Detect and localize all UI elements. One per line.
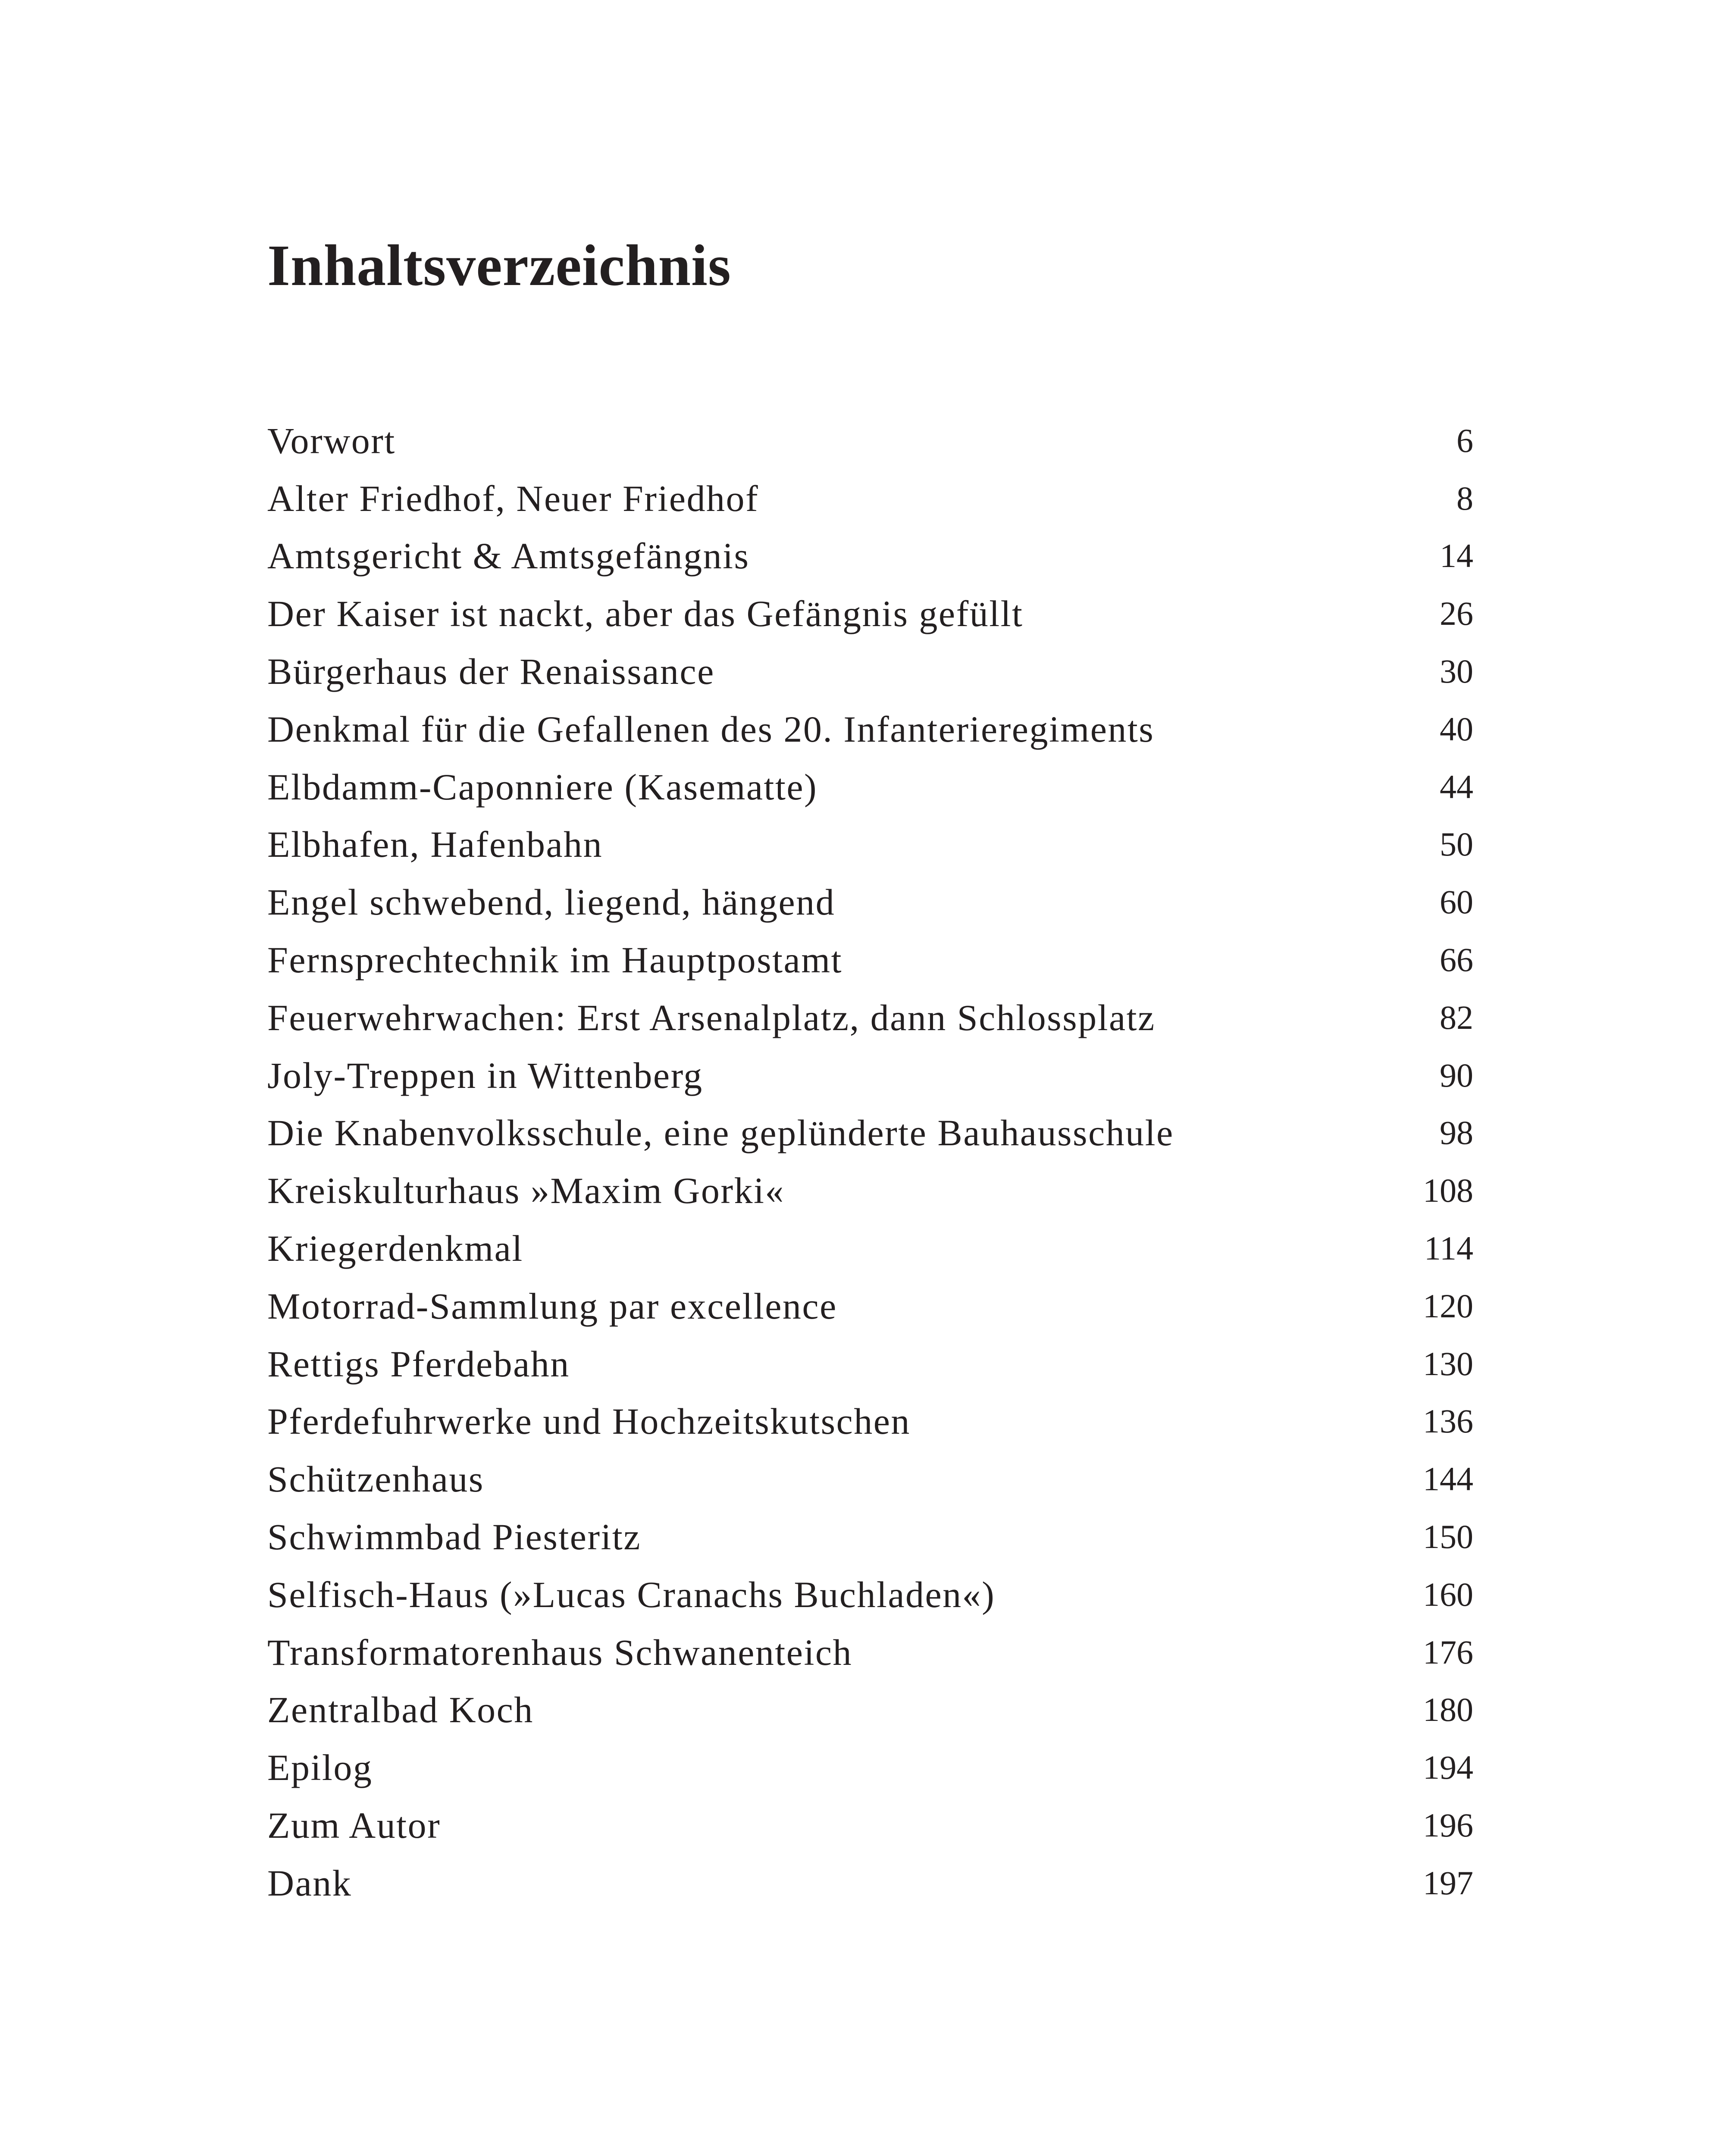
toc-entry-title: Kreiskulturhaus »Maxim Gorki« — [267, 1170, 785, 1212]
toc-entry[interactable] — [267, 1681, 1473, 1739]
toc-entry-page-number: 30 — [1440, 652, 1473, 690]
toc-entry-page-number: 150 — [1423, 1518, 1473, 1556]
toc-entry-page-number: 66 — [1440, 941, 1473, 979]
toc-entry[interactable] — [267, 700, 1473, 758]
toc-entry-page-number: 144 — [1423, 1460, 1473, 1498]
toc-entry-title: Vorwort — [267, 420, 396, 461]
toc-entry[interactable] — [267, 1739, 1473, 1796]
toc-entry-page-number: 82 — [1440, 998, 1473, 1036]
toc-entry-title: Rettigs Pferdebahn — [267, 1343, 570, 1385]
toc-entry[interactable] — [267, 931, 1473, 989]
toc-entry[interactable] — [267, 1277, 1473, 1335]
toc-entry-title: Zentralbad Koch — [267, 1689, 534, 1731]
toc-entry-title: Joly-Treppen in Wittenberg — [267, 1054, 703, 1096]
toc-entry[interactable] — [267, 412, 1473, 470]
toc-entry-page-number: 120 — [1423, 1287, 1473, 1325]
toc-entry-title: Feuerwehrwachen: Erst Arsenalplatz, dann Schlossplatz — [267, 997, 1156, 1038]
toc-entry-title: Epilog — [267, 1747, 373, 1789]
toc-entry-page-number: 176 — [1423, 1633, 1473, 1671]
toc-entry-page-number: 194 — [1423, 1749, 1473, 1786]
table-of-contents — [267, 412, 1473, 1912]
toc-entry-page-number: 50 — [1440, 825, 1473, 863]
toc-entry-page-number: 98 — [1440, 1114, 1473, 1152]
toc-entry-title: Denkmal für die Gefallenen des 20. Infanterieregiments — [267, 708, 1155, 750]
toc-entry[interactable] — [267, 1566, 1473, 1623]
toc-entry-page-number: 26 — [1440, 595, 1473, 633]
toc-entry-title: Zum Autor — [267, 1805, 441, 1846]
toc-entry[interactable] — [267, 873, 1473, 931]
page-title: Inhaltsverzeichnis — [267, 233, 731, 298]
toc-entry-title: Elbhafen, Hafenbahn — [267, 824, 603, 865]
toc-entry-title: Elbdamm-Caponniere (Kasematte) — [267, 766, 818, 808]
toc-entry-page-number: 180 — [1423, 1691, 1473, 1729]
toc-entry-page-number: 160 — [1423, 1575, 1473, 1613]
toc-entry[interactable] — [267, 585, 1473, 642]
toc-entry[interactable] — [267, 1623, 1473, 1681]
toc-entry[interactable] — [267, 1335, 1473, 1393]
toc-entry[interactable] — [267, 1219, 1473, 1277]
toc-entry-title: Schützenhaus — [267, 1458, 484, 1500]
toc-entry-page-number: 196 — [1423, 1806, 1473, 1844]
toc-entry-title: Die Knabenvolksschule, eine geplünderte Bauhausschule — [267, 1112, 1174, 1154]
toc-entry[interactable] — [267, 1162, 1473, 1219]
toc-entry-page-number: 90 — [1440, 1056, 1473, 1094]
toc-entry-title: Fernsprechtechnik im Hauptpostamt — [267, 939, 843, 981]
toc-entry-page-number: 40 — [1440, 710, 1473, 748]
toc-entry[interactable] — [267, 1393, 1473, 1451]
toc-entry[interactable] — [267, 1508, 1473, 1566]
toc-entry[interactable] — [267, 1854, 1473, 1912]
toc-entry-page-number: 8 — [1456, 479, 1473, 517]
toc-entry-title: Engel schwebend, liegend, hängend — [267, 881, 836, 923]
toc-entry[interactable] — [267, 1104, 1473, 1162]
toc-entry-title: Alter Friedhof, Neuer Friedhof — [267, 477, 759, 519]
toc-entry-title: Der Kaiser ist nackt, aber das Gefängnis gefüllt — [267, 593, 1024, 635]
toc-entry-page-number: 197 — [1423, 1864, 1473, 1902]
toc-entry-page-number: 114 — [1424, 1229, 1473, 1267]
toc-entry[interactable] — [267, 642, 1473, 700]
toc-entry-page-number: 14 — [1440, 537, 1473, 575]
toc-entry-page-number: 130 — [1423, 1344, 1473, 1382]
toc-entry[interactable] — [267, 816, 1473, 874]
toc-entry[interactable] — [267, 527, 1473, 585]
toc-entry[interactable] — [267, 1047, 1473, 1104]
toc-entry-title: Schwimmbad Piesteritz — [267, 1516, 641, 1558]
toc-entry[interactable] — [267, 1796, 1473, 1854]
toc-entry-title: Dank — [267, 1862, 352, 1904]
toc-entry-page-number: 136 — [1423, 1402, 1473, 1440]
toc-entry[interactable] — [267, 470, 1473, 527]
toc-entry[interactable] — [267, 1450, 1473, 1508]
toc-entry-title: Selfisch-Haus (»Lucas Cranachs Buchladen«) — [267, 1573, 996, 1615]
toc-entry[interactable] — [267, 989, 1473, 1047]
toc-entry-page-number: 60 — [1440, 883, 1473, 921]
toc-entry-title: Motorrad-Sammlung par excellence — [267, 1285, 837, 1327]
toc-entry[interactable] — [267, 758, 1473, 816]
toc-entry-title: Amtsgericht & Amtsgefängnis — [267, 535, 750, 577]
toc-entry-title: Bürgerhaus der Renaissance — [267, 651, 715, 693]
toc-entry-title: Transformatorenhaus Schwanenteich — [267, 1631, 853, 1673]
toc-entry-page-number: 6 — [1456, 421, 1473, 459]
toc-entry-page-number: 108 — [1423, 1172, 1473, 1210]
toc-entry-title: Kriegerdenkmal — [267, 1228, 523, 1269]
toc-entry-page-number: 44 — [1440, 768, 1473, 805]
toc-entry-title: Pferdefuhrwerke und Hochzeitskutschen — [267, 1401, 911, 1442]
